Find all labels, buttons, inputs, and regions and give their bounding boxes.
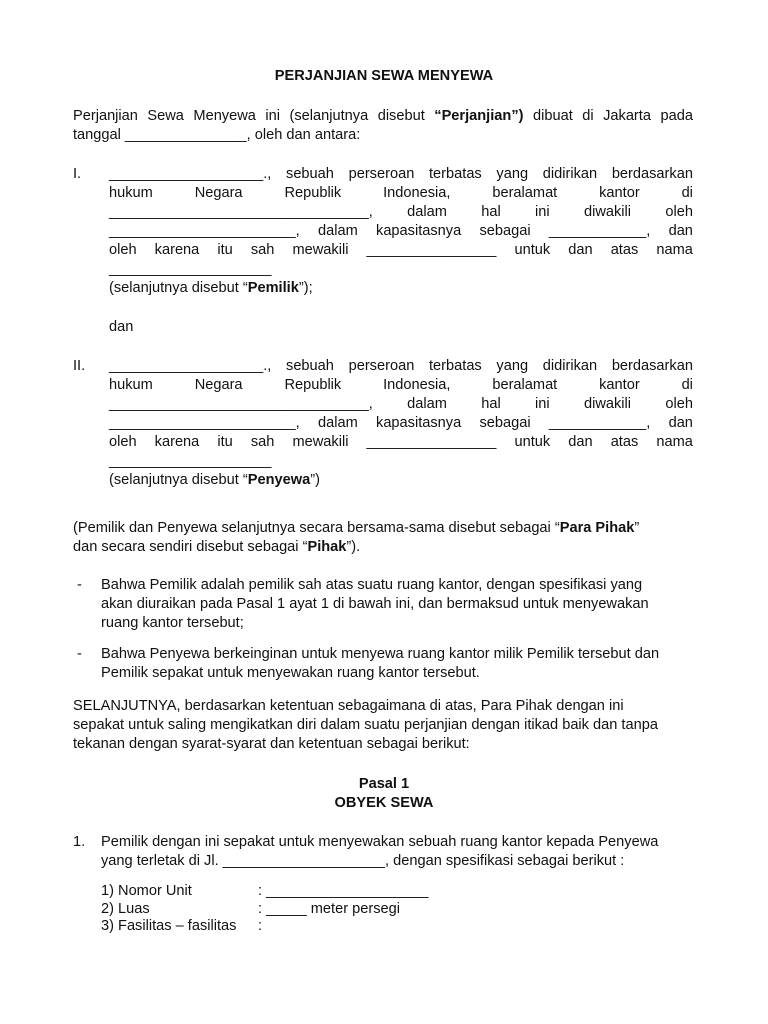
- party1-alias: [109, 279, 313, 298]
- party2-word: itu: [217, 434, 233, 450]
- intro-word: di: [582, 108, 594, 124]
- party1-word: beralamat: [492, 185, 558, 201]
- clause-1-line-2: yang terletak di Jl. ____________________, dengan spesifikasi sebagai berikut :: [101, 853, 625, 869]
- party1-word: oleh: [109, 242, 137, 258]
- spec-label: 3) Fasilitas – fasilitas: [101, 918, 237, 934]
- parties-def-pihak: Pihak: [307, 539, 347, 555]
- party2-word: oleh: [109, 434, 137, 450]
- party2-word: nama: [656, 434, 693, 450]
- party2-line-4: [109, 414, 693, 433]
- party1-word: yang: [496, 166, 529, 182]
- intro-word: Menyewa: [193, 108, 256, 124]
- party1-word: kapasitasnya: [376, 223, 462, 239]
- party2-word: _______________________,: [109, 415, 300, 431]
- party2-line-5: [109, 433, 693, 452]
- party2-word: kapasitasnya: [376, 415, 462, 431]
- party2-word: dalam: [318, 415, 358, 431]
- intro-line-1: [73, 107, 693, 126]
- party1-word: didirikan: [542, 166, 598, 182]
- party2-line-3: [109, 395, 693, 414]
- party1-word: di: [681, 185, 693, 201]
- party2-word: sebagai: [479, 415, 531, 431]
- party1-line-2: [109, 184, 693, 203]
- party2-word: didirikan: [542, 358, 598, 374]
- party1-alias-prefix: (selanjutnya disebut “: [109, 280, 248, 296]
- party2-word: berdasarkan: [611, 358, 693, 374]
- party2-word: kantor: [599, 377, 640, 393]
- party2-alias-prefix: (selanjutnya disebut “: [109, 472, 248, 488]
- party2-word: Indonesia,: [383, 377, 451, 393]
- party2-word: Republik: [284, 377, 342, 393]
- party2-word: dan: [668, 415, 693, 431]
- party2-word: ____________,: [548, 415, 651, 431]
- party2-word: ________________: [366, 434, 497, 450]
- party1-word: Negara: [194, 185, 243, 201]
- selanjutnya-line-1: SELANJUTNYA, berdasarkan ketentuan sebagaimana di atas, Para Pihak dengan ini: [73, 698, 624, 714]
- party2-word: oleh: [665, 396, 693, 412]
- party1-word: dalam: [318, 223, 358, 239]
- intro-word: (selanjutnya: [289, 108, 369, 124]
- party1-word: ___________________.,: [109, 166, 272, 182]
- intro-word: ini: [265, 108, 280, 124]
- party2-word: diwakili: [584, 396, 632, 412]
- party1-line-1: [109, 165, 693, 184]
- party2-alias-suffix: ”): [310, 472, 320, 488]
- party1-number: I.: [73, 166, 82, 182]
- party1-word: nama: [656, 242, 693, 258]
- party1-word: Indonesia,: [383, 185, 451, 201]
- spec-value: : ____________________: [258, 883, 429, 899]
- party1-word: mewakili: [292, 242, 349, 258]
- party1-word: hal: [481, 204, 501, 220]
- recital-1-line-3: ruang kantor tersebut;: [101, 615, 244, 631]
- party2-alias-name: Penyewa: [247, 472, 311, 488]
- spec-label: 1) Nomor Unit: [101, 883, 192, 899]
- party2-line-1: [109, 357, 693, 376]
- party1-line-4: [109, 222, 693, 241]
- pasal-heading: OBYEK SEWA: [334, 795, 434, 811]
- conjunction-dan: dan: [109, 319, 134, 335]
- party1-word: dalam: [407, 204, 447, 220]
- parties-def-text: (Pemilik dan Penyewa selanjutnya secara bersama-sama disebut sebagai “: [73, 520, 560, 536]
- party1-word: berdasarkan: [611, 166, 693, 182]
- party2-word: untuk: [514, 434, 551, 450]
- party1-word: sebagai: [479, 223, 531, 239]
- party1-line-6: ____________________: [109, 261, 272, 277]
- party2-word: mewakili: [292, 434, 349, 450]
- intro-word: Perjanjian: [73, 108, 138, 124]
- clause-1-line-1: Pemilik dengan ini sepakat untuk menyewakan sebuah ruang kantor kepada Penyewa: [101, 834, 659, 850]
- intro-word: disebut: [377, 108, 425, 124]
- party2-word: dan: [568, 434, 593, 450]
- parties-definition-line-1: [73, 519, 693, 538]
- party2-word: Negara: [194, 377, 243, 393]
- party2-word: hukum: [109, 377, 153, 393]
- party1-word: dan: [568, 242, 593, 258]
- parties-def-text: ”).: [346, 539, 361, 555]
- party1-alias-name: Pemilik: [247, 280, 299, 296]
- party1-line-3: [109, 203, 693, 222]
- recital-dash: -: [77, 646, 82, 662]
- party2-word: hal: [481, 396, 501, 412]
- recital-1-line-2: akan diuraikan pada Pasal 1 ayat 1 di bawah ini, dan bermaksud untuk menyewakan: [101, 596, 649, 612]
- parties-def-text: dan secara sendiri disebut sebagai “: [73, 539, 308, 555]
- party1-word: dan: [668, 223, 693, 239]
- party2-word: perseroan: [348, 358, 415, 374]
- clause-1-number: 1.: [73, 834, 86, 850]
- party2-word: sebuah: [286, 358, 334, 374]
- intro-line-2: tanggal _______________, oleh dan antara:: [73, 127, 361, 143]
- party1-word: ________________: [366, 242, 497, 258]
- party2-line-6: ____________________: [109, 453, 272, 469]
- party1-word: ________________________________,: [109, 204, 373, 220]
- party1-word: hukum: [109, 185, 153, 201]
- spec-label: 2) Luas: [101, 901, 150, 917]
- party1-word: itu: [217, 242, 233, 258]
- party2-line-2: [109, 376, 693, 395]
- parties-definition-line-2: [73, 538, 360, 557]
- party2-word: di: [681, 377, 693, 393]
- selanjutnya-line-3: tekanan dengan syarat-syarat dan ketentuan sebagai berikut:: [73, 736, 470, 752]
- party2-word: sah: [250, 434, 275, 450]
- intro-word: pada: [660, 108, 693, 124]
- party2-word: ________________________________,: [109, 396, 373, 412]
- party1-word: _______________________,: [109, 223, 300, 239]
- party1-word: kantor: [599, 185, 640, 201]
- spec-value: :: [258, 918, 263, 934]
- party2-word: yang: [496, 358, 529, 374]
- party2-word: terbatas: [429, 358, 482, 374]
- spec-value: : _____ meter persegi: [258, 901, 400, 917]
- document-title: PERJANJIAN SEWA MENYEWA: [274, 68, 494, 84]
- party1-word: atas: [610, 242, 639, 258]
- recital-dash: -: [77, 577, 82, 593]
- party2-word: dalam: [407, 396, 447, 412]
- party1-word: Republik: [284, 185, 342, 201]
- recital-2-line-2: Pemilik sepakat untuk menyewakan ruang kantor tersebut.: [101, 665, 480, 681]
- party2-word: ___________________.,: [109, 358, 272, 374]
- intro-word: dibuat: [532, 108, 573, 124]
- party2-word: karena: [154, 434, 200, 450]
- parties-def-text: ”: [634, 520, 640, 536]
- party1-word: karena: [154, 242, 200, 258]
- party1-word: diwakili: [584, 204, 632, 220]
- party2-word: ini: [535, 396, 550, 412]
- party2-word: beralamat: [492, 377, 558, 393]
- party2-alias: [109, 471, 320, 490]
- parties-def-para-pihak: Para Pihak: [559, 520, 635, 536]
- party1-word: ini: [535, 204, 550, 220]
- pasal-number: Pasal 1: [358, 776, 410, 792]
- recital-1-line-1: Bahwa Pemilik adalah pemilik sah atas suatu ruang kantor, dengan spesifikasi yang: [101, 577, 643, 593]
- party1-word: untuk: [514, 242, 551, 258]
- intro-word: Sewa: [147, 108, 184, 124]
- intro-word: Jakarta: [603, 108, 651, 124]
- party2-word: atas: [610, 434, 639, 450]
- recital-2-line-1: Bahwa Penyewa berkeinginan untuk menyewa ruang kantor milik Pemilik tersebut dan: [101, 646, 660, 662]
- party1-word: perseroan: [348, 166, 415, 182]
- party1-word: oleh: [665, 204, 693, 220]
- party1-word: ____________,: [548, 223, 651, 239]
- party1-line-5: [109, 241, 693, 260]
- intro-word-perjanjian: “Perjanjian”): [434, 108, 524, 124]
- party1-word: sah: [250, 242, 275, 258]
- party2-number: II.: [73, 358, 86, 374]
- selanjutnya-line-2: sepakat untuk saling mengikatkan diri dalam suatu perjanjian dengan itikad baik dan tanpa: [73, 717, 658, 733]
- party1-alias-suffix: ”);: [298, 280, 313, 296]
- party1-word: terbatas: [429, 166, 482, 182]
- party1-word: sebuah: [286, 166, 334, 182]
